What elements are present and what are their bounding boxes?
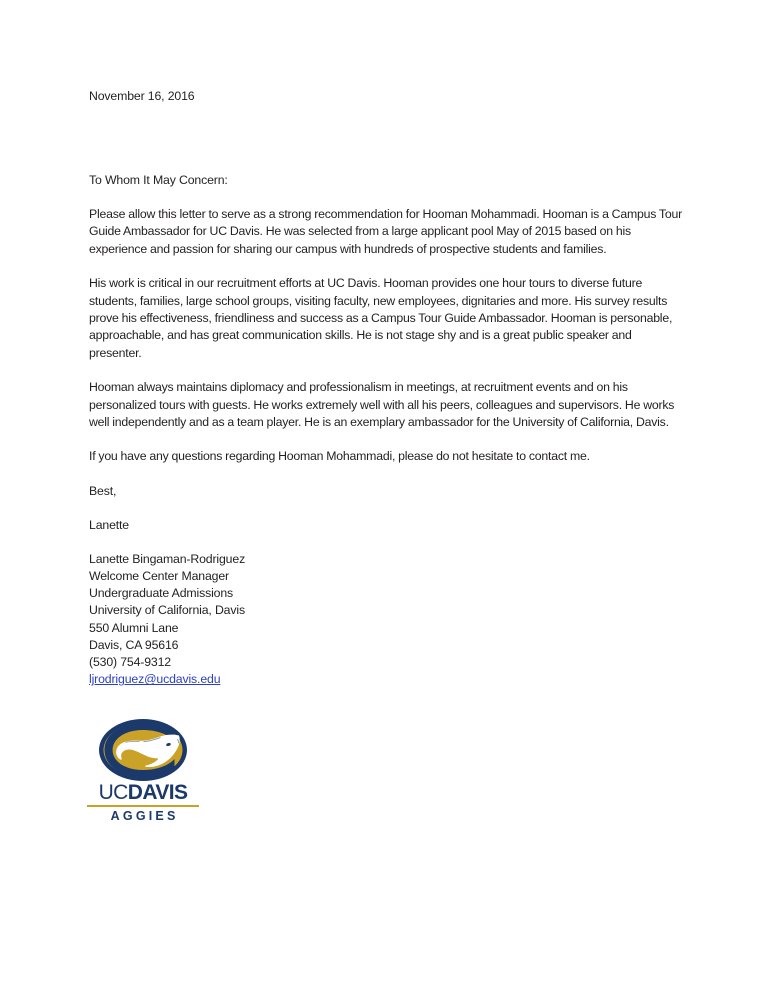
contact-department: Undergraduate Admissions [89,586,234,601]
uc-davis-aggies-logo [84,718,202,822]
wordmark-ucdavis [84,782,202,804]
letter-signature: Lanette [89,517,129,532]
contact-organization: University of California, Davis [89,603,245,618]
wordmark-gold-rule [87,805,199,807]
letter-date: November 16, 2016 [89,89,195,103]
wordmark-aggies: AGGIES [110,808,179,823]
contact-block [89,534,684,689]
letter-paragraph-3: Hooman always maintains diplomacy and professionalism in meetings, at recruitment events and on his personalized tours with guests. He works extremely well with all his peers, colleagues and supervisors. He works well independently and as a team player. He is an exemplary ambassador for the University of California, Davis. [89,380,675,430]
contact-title: Welcome Center Manager [89,569,229,584]
wordmark-uc: UC [98,781,128,804]
letter-paragraph-1: Please allow this letter to serve as a strong recommendation for Hooman Mohammadi. Hooman is a Campus Tour Guide Ambassador for UC Davis. He was selected from a large applicant pool May of 2015 based on his experience and passion for sharing our campus with hundreds of prospective students and families. [89,207,682,256]
uc-davis-wordmark [84,782,202,823]
contact-street: 550 Alumni Lane [89,620,179,635]
letter-paragraph-2: His work is critical in our recruitment efforts at UC Davis. Hooman provides one hour tours to diverse future students, families, large school groups, visiting faculty, new employees, dignitaries and more. His survey results prove his effectiveness, friendliness and success as a Campus Tour Guide Ambassador. Hooman is personable, approachable, and has great communication skills. He is not stage shy and is a great public speaker and presenter. [89,276,673,360]
contact-email-link[interactable]: ljrodriguez@ucdavis.edu [89,672,221,687]
letter-body [89,88,684,689]
contact-city-state-zip: Davis, CA 95616 [89,637,179,652]
contact-name: Lanette Bingaman-Rodriguez [89,551,246,566]
wordmark-davis: DAVIS [127,781,188,804]
letter-closing: Best, [89,483,117,498]
contact-phone: (530) 754-9312 [89,655,171,670]
horse-head-in-c-icon [84,718,202,782]
letter-salutation: To Whom It May Concern: [89,173,228,187]
letter-paragraph-4: If you have any questions regarding Hooman Mohammadi, please do not hesitate to contact me. [89,449,590,464]
